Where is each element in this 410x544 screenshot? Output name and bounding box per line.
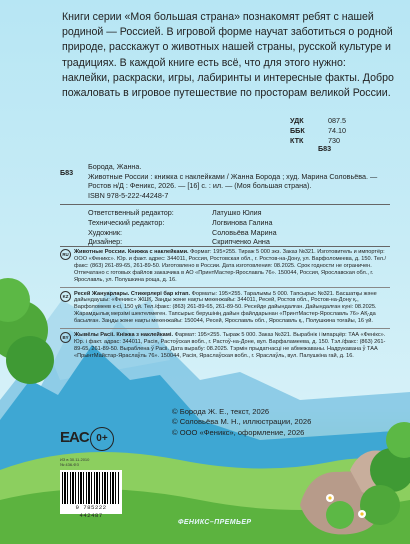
catalog-author: Борода, Жанна.	[88, 162, 142, 171]
divider	[60, 287, 390, 288]
imprint-by: BY Жывёлы Расіі. Кніжка з наклейкамі. Фармат: 195×255. Тыраж 5 000. Заказ №321. Вырабнік і імпарцёр: ТАА «Фенікс». Юр. і факт. адрас: 344011, Расія, Растоўская вобл., г. Растоў-на-Доне, вул. Варфаламеева, д. 150. Тэл./факс: (863) 261-89-65, 261-89-50. Выраблена ў Расіі. Дата вырабу: 08.2025. Тэрмін прыдатнасці не абмежаваны. Надрукавана ў ТАА «ПрынтМайстар-Яраслаўль 76». 150044, Расія, Яраслаўская вобл., г. Яраслаўль, вул. Палушкіна гай, д. 16.	[60, 332, 390, 360]
publisher-logo: ФЕНИКС–ПРЕМЬЕР	[178, 519, 252, 526]
catalog-isbn: ISBN 978-5-222-44248-7	[88, 190, 169, 200]
classification-bbk: ББК 74.10	[290, 126, 346, 135]
staff-row: Технический редактор: Логвинова Галина	[88, 217, 273, 227]
barcode	[60, 470, 122, 519]
language-badge-ru: RU	[60, 249, 71, 260]
author-sign: Б83	[60, 168, 74, 177]
age-rating-badge: 0+	[90, 427, 114, 451]
divider	[60, 204, 390, 205]
staff-row: Ответственный редактор: Латушко Юлия	[88, 208, 262, 217]
staff-row: Художник: Соловьёва Марина	[88, 227, 277, 237]
staff-row: Дизайнер: Скрипченко Анна	[88, 237, 270, 247]
classification-udk: УДК 087.5	[290, 116, 346, 125]
divider	[60, 328, 390, 329]
staff-list	[88, 208, 388, 247]
barcode-number: 9 785222 442487	[75, 504, 107, 519]
multilingual-imprint	[60, 249, 390, 363]
imprint-ru: RU Животные России. Книжка с наклейками. Формат: 195×255. Тираж 5 000 экз. Заказ №321. Изготовитель и импортёр: ООО «Феникс». Юр. и факт. адрес: 344011, Россия, Ростовская обл., г. Ростов-на-Дону, ул. Варфоломеева, д. 150. Тел./факс: (863) 261-89-65, 261-89-50. Изготовлено в России. Дата изготовления: 08.2025. Срок годности не ограничен. Отпечатано с готовых файлов заказчика в АО «ПринтМастер-Ярославль 76». 150044, Россия, Ярославская обл., г. Ярославль, ул. Полушкина роща, д. 16.	[60, 249, 390, 284]
classification-block	[290, 116, 346, 146]
imprint-kz: KZ Ресей Жануарлары. Стикерлері бар кітап. Форматы: 195×255. Таралымы 5 000. Тапсырыс №321. Басшатқы және дайындаушы: «Феникс» ЖШҚ. Заңды және нақты мекенжайы: 344011, Ресей, Ростов обл., Ростов-на-Дону қ., Варфоломеев к-сі, 150 үй. Тел./факс: (863) 261-89-65, 261-89-50. Ресейде дайындалған. Дайындалған күні: 08.2025. Жарамдылық мерзімі шектелмеген. Тапсырыс берушінің дайын файлдарынан «ПринтМастер-Ярославль 76» АҚ-да басылған. Заңды және нақты мекенжайы: 150044, Ресей, Ярославль обл., Ярославль қ., Полушкина тоғайы, 16 үй.	[60, 291, 390, 326]
law-reference: ИЗ в 30.11.2010 № 436-ФЗ	[60, 457, 90, 467]
catalog-description: Животные России : книжка с наклейками / Жанна Борода ; худ. Марина Соловьёва. — Ростов н/Д : Феникс, 2026. — [16] с. : ил. — (Моя большая страна).	[88, 171, 378, 191]
catalog-record	[88, 162, 388, 200]
classification-ktk: КТК 730	[290, 136, 340, 145]
copyright-line: © Борода Ж. Е., текст, 2026	[172, 407, 270, 416]
divider	[60, 246, 390, 247]
copyright-line: © Соловьёва М. Н., иллюстрации, 2026	[172, 417, 312, 427]
eac-mark-icon: EAC	[60, 429, 89, 446]
series-description: Книги серии «Моя большая страна» познакомят ребят с нашей родиной — Россией. В игровой форме научат заботиться о родной природе, расскажут о животных нашей страны, русской культуре и традициях. В каждой книге есть всё, что для этого нужно: наклейки, раскраски, игры, лабиринты и интересные факты. Добро пожаловать в игровое путешествие по просторам великой России.	[62, 11, 394, 100]
classification-b83: Б83	[318, 144, 332, 153]
copyright-block	[172, 407, 311, 438]
copyright-line: © ООО «Феникс», оформление, 2026	[172, 427, 305, 437]
language-badge-by: BY	[60, 332, 71, 343]
barcode-bars-icon	[62, 472, 120, 504]
language-badge-kz: KZ	[60, 291, 71, 302]
